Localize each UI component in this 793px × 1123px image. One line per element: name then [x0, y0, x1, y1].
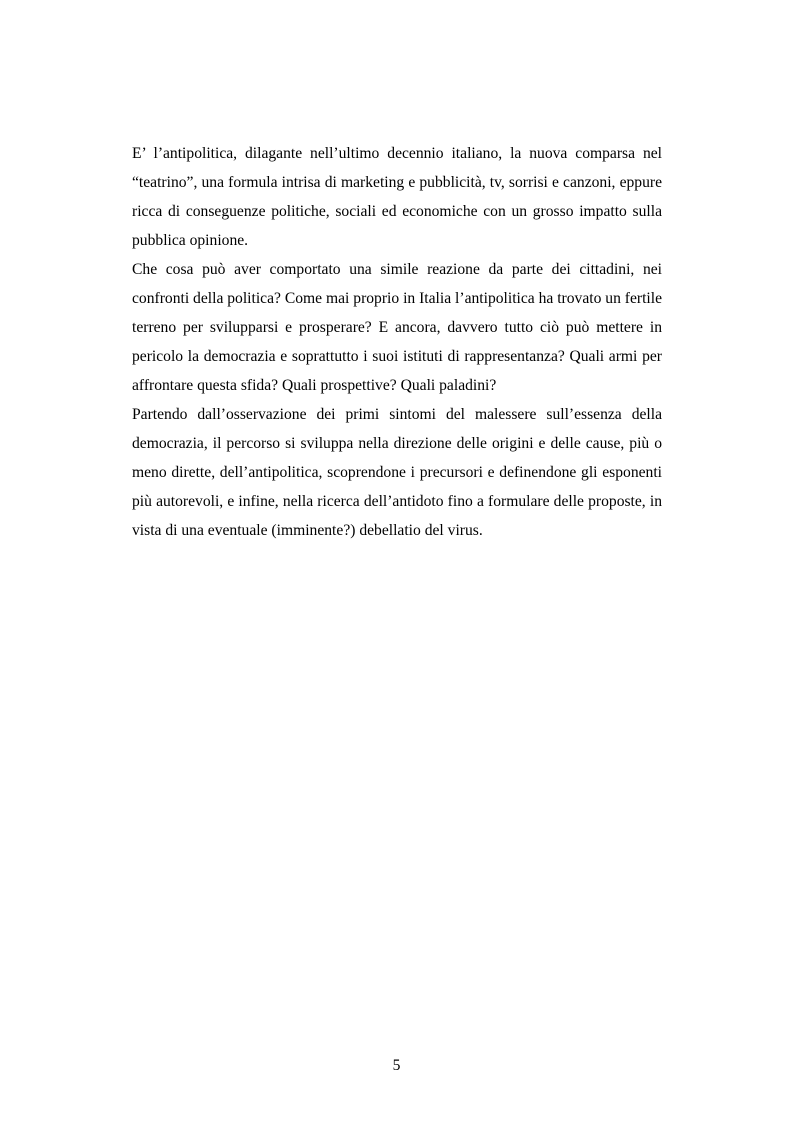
- paragraph-approach: Partendo dall’osservazione dei primi sintomi del malessere sull’essenza della democrazia, il percorso si sviluppa nella direzione delle origini e delle cause, più o meno dirette, dell’antipolitica, scoprendone i precursori e definendone gli esponenti più autorevoli, e infine, nella ricerca dell’antidoto fino a formulare delle proposte, in vista di una eventuale (imminente?) debellatio del virus.: [132, 406, 662, 539]
- paragraph-intro: E’ l’antipolitica, dilagante nell’ultimo decennio italiano, la nuova comparsa nel “teatrino”, una formula intrisa di marketing e pubblicità, tv, sorrisi e canzoni, eppure ricca di conseguenze politiche, sociali ed economiche con un grosso impatto sulla pubblica opinione.: [132, 145, 662, 249]
- page-number: 5: [392, 1057, 401, 1074]
- paragraph-questions: Che cosa può aver comportato una simile reazione da parte dei cittadini, nei confronti della politica? Come mai proprio in Italia l’antipolitica ha trovato un fertile terreno per svilupparsi e prosperare? E ancora, davvero tutto ciò può mettere in pericolo la democrazia e soprattutto i suoi istituti di rappresentanza? Quali armi per affrontare questa sfida? Quali prospettive? Quali paladini?: [132, 261, 663, 394]
- body-text: [132, 139, 662, 545]
